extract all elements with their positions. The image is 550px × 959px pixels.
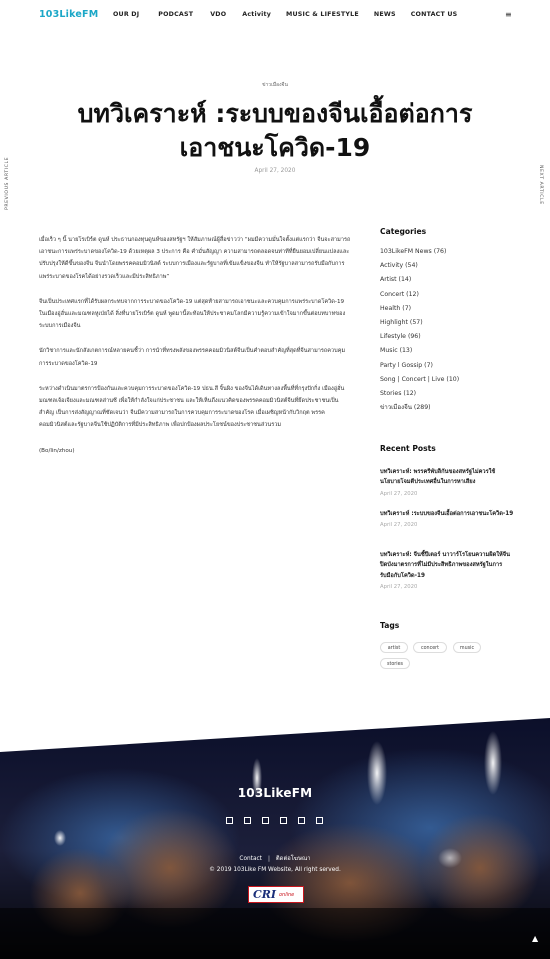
article-paragraph: นักวิชาการและนักสังเกตการณ์หลายคนชี้ว่า การนำที่ทรงพลังของพรรคคอมมิวนิสต์จีนเป็นคำตอบสำคัญที่สุดที่จีนสามารถควบคุมการระบาดของโควิด-19 [39,348,346,367]
nav-item-activity[interactable]: Activity [242,11,272,18]
social-icon[interactable] [226,817,233,824]
social-icon[interactable] [316,817,323,824]
footer-links [0,853,550,863]
category-link[interactable]: 103LikeFM News (76) [380,248,447,255]
site-footer [0,718,550,959]
recent-post-title[interactable]: บทวิเคราะห์: จีนชี้ปีเตอร์ นาวาร์โรโยนความผิดให้จีนปิดบังมาตรการที่ไม่มีประสิทธิภาพของสหรัฐในการรับมือกับโควิด-19 [380,552,511,579]
recent-post-title[interactable]: บทวิเคราะห์ :ระบบของจีนเอื้อต่อการเอาชนะโควิด-19 [380,511,514,517]
categories-heading: Categories [380,227,427,236]
recent-posts-heading: Recent Posts [380,444,436,453]
article-title: บทวิเคราะห์ :ระบบของจีนเอื้อต่อการเอาชนะโควิด-19 [77,99,473,162]
hamburger-icon[interactable]: ≡ [505,10,512,19]
tags-heading: Tags [380,621,400,630]
footer-link-separator: | [267,856,270,862]
recent-post-date: April 27, 2020 [380,522,418,529]
social-icon[interactable] [262,817,269,824]
tag-concert[interactable]: concert [413,642,447,653]
arrow-up-icon[interactable]: ▲ [532,934,539,943]
social-icon[interactable] [298,817,305,824]
category-link[interactable]: Activity (54) [380,262,418,270]
article-paragraph: เมื่อเร็ว ๆ นี้ นายโรเบิร์ต ดูนห์ ประธานกองทุนดูนห์ของสหรัฐฯ ให้สัมภาษณ์ผู้สื่อข่าวว่า “ผมมีความมั่นใจตั้งแต่แรกว่า จีนจะสามารถเอาชนะการแพร่ระบาดของโควิด-19 ด้วยเหตุผล 3 ประการ คือ คำมั่นสัญญา ความสามารถตลอดจนท่าทีที่ยืนยอมเปลี่ยนแปลงและปรับปรุงให้ดีขึ้นของจีน จีนนำโดยพรรคคอมมิวนิสต์ ระบบการเมืองและรัฐบาลที่เข้มแข็งของจีน ทำให้รัฐบาลสามารถรับมือกับการแพร่ระบาดของโรคได้อย่างรวดเร็วและมีประสิทธิภาพ” [39,237,351,280]
footer-copyright: © 2019 103Like FM Website, All right served. [209,867,341,873]
category-link[interactable]: Concert (12) [380,290,419,298]
badge-sub-text: online [279,892,295,898]
badge-main-text: CRI [253,888,277,901]
next-article-link[interactable]: NEXT ARTICLE [538,165,543,205]
cri-online-badge[interactable] [248,886,304,903]
sidebar-categories [380,227,515,415]
article-paragraph: จีนเป็นประเทศแรกที่ได้รับผลกระทบจากการระบาดของโควิด-19 แต่สุดท้ายสามารถเอาชนะและควบคุมการแพร่ระบาดโควิด-19 ในเมืองอู่ฮั่นและมณฑลหูเป่ยได้ สิ่งที่นายโรเบิร์ต ดูนห์ พูดมานี้สะท้อนให้ประชาคมโลกมีความรู้ความเข้าใจมากขึ้นต่อบทบาทของระบบการเมืองจีน [39,298,346,330]
footer-link-contact[interactable]: Contact [239,856,262,862]
nav-item-vdo[interactable]: VDO [210,11,227,18]
recent-post [380,509,515,528]
site-header [0,0,550,32]
category-link[interactable]: Stories (12) [380,390,417,398]
main-nav [113,11,457,18]
nav-item-contact-us[interactable]: CONTACT US [410,11,458,18]
category-link[interactable]: Artist (14) [380,276,412,284]
social-icon[interactable] [280,817,287,824]
category-link[interactable]: Song | Concert | Live (10) [380,375,460,383]
recent-post-title[interactable]: บทวิเคราะห์: พรรครีพับลิกันของสหรัฐไม่ควรใช้นโยบายโจมตีประเทศอื่นในการหาเสียง [380,469,496,486]
category-link[interactable]: Lifestyle (96) [380,333,421,341]
article-paragraph: ระหว่างดำเนินมาตรการป้องกันและควบคุมการระบาดของโควิด-19 ปธน.สี จิ้นผิง ของจีนได้เดินทางลงพื้นที่ที่กรุงปักกิ่ง เมืองอู่ฮั่น มณฑลเจ้อเจียงและมณฑลส่านซี เพื่อให้กำลังใจแก่ประชาชน และให้เห็นถึงแนวคิดของพรรคคอมมิวนิสต์จีนที่ยึดประชาชนเป็นสำคัญ เป็นการส่งสัญญาณที่ชัดเจนว่า จีนมีความสามารถในการควบคุมการระบาดของโรค เมื่อเผชิญหน้ากับวิกฤต พรรคคอมมิวนิสต์และรัฐบาลจีนใช้ปฏิบัติการที่มีประสิทธิภาพ เพื่อปกป้องผลประโยชน์ของประชาชนส่วนรวม [39,385,345,429]
tag-music[interactable]: music [453,642,481,653]
nav-item-music-lifestyle[interactable]: MUSIC & LIFESTYLE [286,11,359,18]
footer-background [0,718,550,959]
nav-item-our-dj[interactable]: OUR DJ [113,11,140,18]
category-link[interactable]: Party l Gossip (7) [380,361,433,369]
article-date: April 27, 2020 [254,168,296,174]
tag-stories[interactable]: stories [380,658,410,669]
category-link[interactable]: Music (13) [380,347,413,355]
category-link[interactable]: Health (7) [380,304,412,312]
recent-post-date: April 27, 2020 [380,584,418,591]
footer-logo[interactable]: 103LikeFM [237,786,313,800]
recent-post-date: April 27, 2020 [380,490,418,497]
previous-article-link[interactable]: PREVIOUS ARTICLE [5,156,10,210]
article-source: (Bo/lin/zhou) [39,447,75,454]
social-icon[interactable] [244,817,251,824]
category-link[interactable]: Highlight (57) [380,319,423,327]
nav-item-podcast[interactable]: PODCAST [158,11,194,18]
article-category[interactable]: ข่าวเมืองจีน [262,82,288,88]
footer-link-advertise[interactable]: ติดต่อโฆษณา [275,856,311,862]
footer-social-icons [226,817,323,824]
tag-artist[interactable]: artist [380,642,408,653]
site-logo[interactable]: 103LikeFM [39,9,99,20]
article-body [39,234,352,470]
nav-item-news[interactable]: NEWS [373,11,396,18]
recent-post [380,467,515,497]
recent-post [380,550,515,590]
category-link[interactable]: ข่าวเมืองจีน (289) [380,404,431,412]
